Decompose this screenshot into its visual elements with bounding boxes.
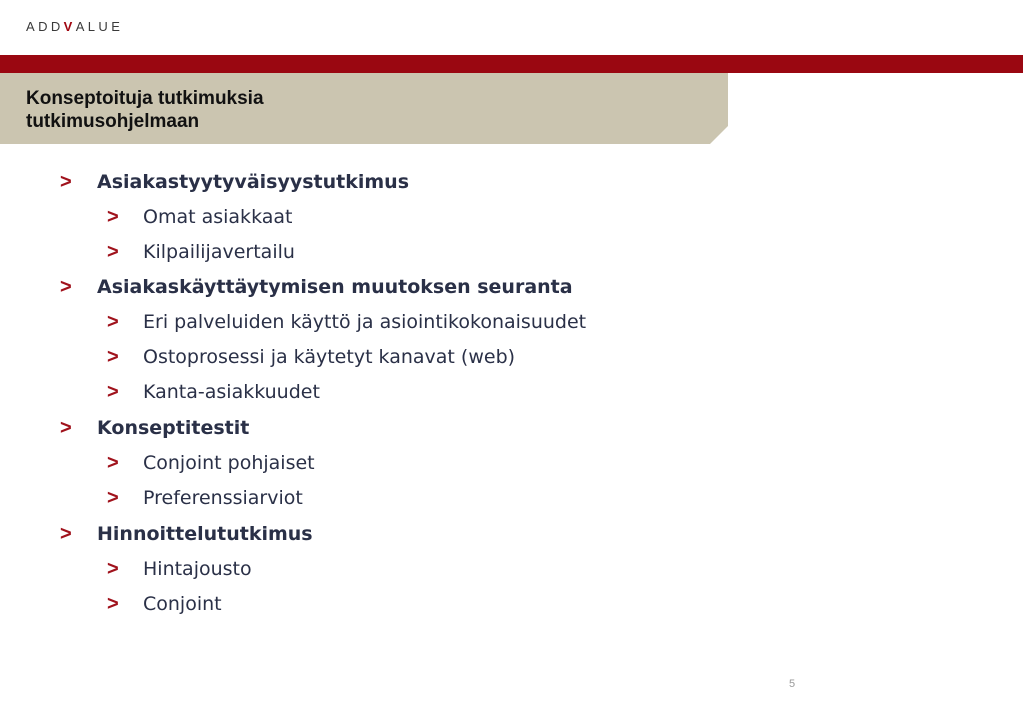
- chevron-right-icon: >: [107, 206, 119, 228]
- sub-bullet-text: Conjoint pohjaiset: [143, 452, 315, 474]
- sub-bullet-text: Conjoint: [143, 593, 222, 615]
- chevron-right-icon: >: [107, 487, 119, 509]
- sub-bullet-text: Eri palveluiden käyttö ja asiointikokonaisuudet: [143, 311, 587, 333]
- chevron-right-icon: >: [60, 417, 72, 439]
- chevron-right-icon: >: [107, 311, 119, 333]
- chevron-right-icon: >: [60, 171, 72, 193]
- sub-bullet-text: Kilpailijavertailu: [143, 241, 295, 263]
- sub-bullet-text: Kanta-asiakkuudet: [143, 381, 320, 403]
- slide-title: [26, 87, 426, 133]
- header-red-bar: [0, 55, 1023, 73]
- bullet-text: Asiakastyytyväisyystutkimus: [97, 171, 410, 193]
- chevron-right-icon: >: [60, 276, 72, 298]
- slide-title-line-1: Konseptoituja tutkimuksia: [26, 88, 264, 109]
- chevron-right-icon: >: [107, 452, 119, 474]
- chevron-right-icon: >: [107, 558, 119, 580]
- bullet-text: Asiakaskäyttäytymisen muutoksen seuranta: [97, 276, 573, 298]
- bullet-text: Konseptitestit: [97, 417, 250, 439]
- chevron-right-icon: >: [107, 346, 119, 368]
- sub-bullet-text: Hintajousto: [143, 558, 252, 580]
- sub-bullet-text: Omat asiakkaat: [143, 206, 293, 228]
- addvalue-logo: ADDVALUE: [26, 19, 124, 34]
- chevron-right-icon: >: [107, 381, 119, 403]
- chevron-right-icon: >: [60, 523, 72, 545]
- bullet-text: Hinnoittelututkimus: [97, 523, 313, 545]
- chevron-right-icon: >: [107, 241, 119, 263]
- slide-title-line-2: tutkimusohjelmaan: [26, 111, 200, 132]
- chevron-right-icon: >: [107, 593, 119, 615]
- sub-bullet-text: Ostoprosessi ja käytetyt kanavat (web): [143, 346, 516, 368]
- page-number: 5: [789, 678, 796, 690]
- sub-bullet-text: Preferenssiarviot: [143, 487, 303, 509]
